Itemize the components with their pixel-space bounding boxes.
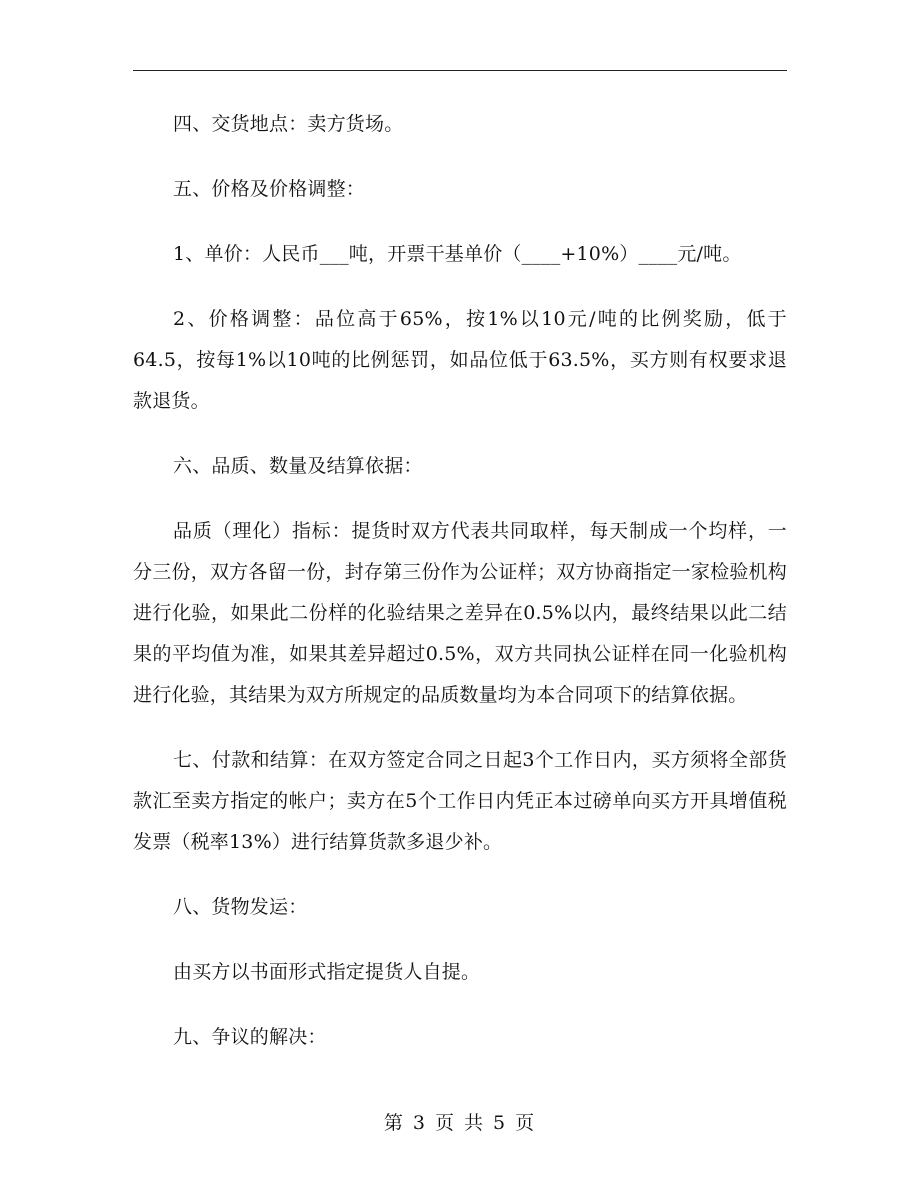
paragraph-quality-heading: 六、品质、数量及结算依据： [173,455,423,477]
document-body [133,104,787,1081]
paragraph-quality-indicators: 品质（理化）指标：提货时双方代表共同取样，每天制成一个均样，一分三份，双方各留一份，封存第三份作为公证样；双方协商指定一家检验机构进行化验，如果此二份样的化验结果之差异在0.5%以内，最终结果以此二结果的平均值为准，如果其差异超过0.5%，双方共同执公证样在同一化验机构进行化验，其结果为双方所规定的品质数量均为本合同项下的结算依据。 [133,520,787,706]
header-rule [133,70,787,71]
paragraph-payment: 七、付款和结算：在双方签定合同之日起3个工作日内，买方须将全部货款汇至卖方指定的帐户；卖方在5个工作日内凭正本过磅单向买方开具增值税发票（税率13%）进行结算货款多退少补。 [133,749,787,853]
paragraph-unit-price: 1、单价：人民币___吨，开票干基单价（____+10%）____元/吨。 [173,243,742,265]
paragraph-delivery-location: 四、交货地点：卖方货场。 [173,113,404,135]
paragraph-price-adjustment: 2、价格调整：品位高于65%，按1%以10元/吨的比例奖励，低于64.5，按每1%以10吨的比例惩罚，如品位低于63.5%，买方则有权要求退款退货。 [133,308,787,412]
page-number: 第 3 页 共 5 页 [383,1112,537,1134]
paragraph-shipping-heading: 八、货物发运： [173,896,308,918]
paragraph-shipping-method: 由买方以书面形式指定提货人自提。 [173,961,481,983]
paragraph-price-heading: 五、价格及价格调整： [173,178,366,200]
paragraph-dispute-heading: 九、争议的解决： [173,1026,327,1048]
